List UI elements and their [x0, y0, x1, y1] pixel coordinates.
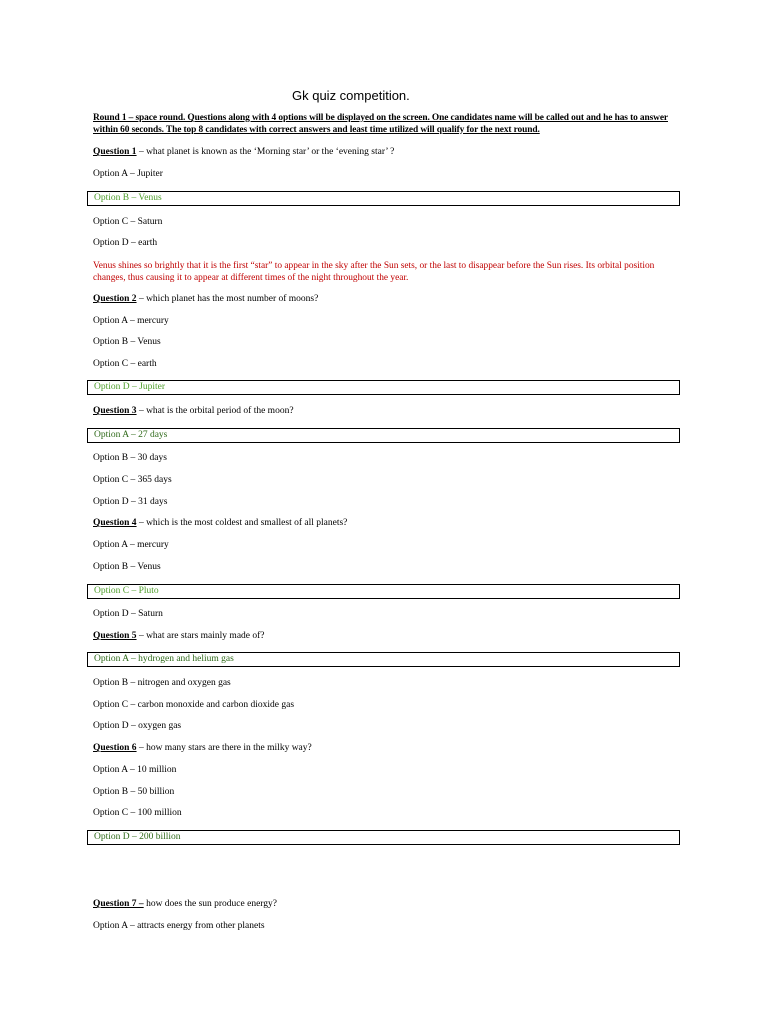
q4-option-d: Option D – Saturn [93, 609, 163, 619]
q4-option-c: Option C – Pluto [94, 586, 159, 596]
q5-option-b: Option B – nitrogen and oxygen gas [93, 678, 231, 688]
q5-option-c: Option C – carbon monoxide and carbon dioxide gas [93, 700, 295, 710]
question-text: – what are stars mainly made of? [136, 631, 265, 641]
q3-option-c: Option C – 365 days [93, 475, 172, 485]
q3-option-b: Option B – 30 days [93, 453, 167, 463]
question-text: – what is the orbital period of the moon? [136, 406, 294, 416]
q2-option-b: Option B – Venus [93, 337, 161, 347]
question-4 [93, 518, 347, 528]
q1-option-d: Option D – earth [93, 238, 158, 248]
question-label: Question 7 – [93, 899, 144, 909]
question-label: Question 3 [93, 406, 137, 416]
q2-option-c: Option C – earth [93, 359, 157, 369]
question-label: Question 1 [93, 147, 137, 157]
q1-option-b: Option B – Venus [94, 193, 162, 203]
question-label: Question 5 [93, 631, 137, 641]
q2-answer-box [87, 380, 680, 395]
q1-answer-box [87, 191, 680, 206]
q5-answer-box [87, 652, 680, 667]
q2-option-d: Option D – Jupiter [94, 382, 165, 392]
q7-option-a: Option A – attracts energy from other planets [93, 921, 265, 931]
question-text: – which is the most coldest and smallest of all planets? [136, 518, 348, 528]
q6-option-b: Option B – 50 billion [93, 787, 175, 797]
q6-answer-box [87, 830, 680, 845]
q4-option-b: Option B – Venus [93, 562, 161, 572]
question-2 [93, 294, 318, 304]
question-5 [93, 631, 265, 641]
q1-option-a: Option A – Jupiter [93, 169, 163, 179]
q1-explanation: Venus shines so brightly that it is the first “star” to appear in the sky after the Sun sets, or the last to disappear before the Sun rises. Its orbital position changes, thus causing it to appear at different times of the night throughout the year. [93, 261, 655, 283]
q6-option-a: Option A – 10 million [93, 765, 177, 775]
q3-answer-box [87, 428, 680, 443]
q3-option-a: Option A – 27 days [94, 430, 168, 440]
q5-option-a: Option A – hydrogen and helium gas [94, 654, 234, 664]
question-1 [93, 147, 394, 157]
q3-option-d: Option D – 31 days [93, 497, 168, 507]
q6-option-d: Option D – 200 billion [94, 832, 181, 842]
question-text: – how many stars are there in the milky way? [136, 743, 312, 753]
question-7 [93, 899, 277, 909]
page-title: Gk quiz competition. [292, 88, 410, 103]
q5-option-d: Option D – oxygen gas [93, 721, 182, 731]
q2-option-a: Option A – mercury [93, 316, 169, 326]
round-intro: Round 1 – space round. Questions along with 4 options will be displayed on the screen. One candidates name will be called out and he has to answer within 60 seconds. The top 8 candidates with correct answers and least time utilized will qualify for the next round. [93, 113, 668, 135]
question-3 [93, 406, 294, 416]
q4-answer-box [87, 584, 680, 599]
q4-option-a: Option A – mercury [93, 540, 169, 550]
question-text: – what planet is known as the ‘Morning star’ or the ‘evening star’ ? [136, 147, 395, 157]
question-label: Question 4 [93, 518, 137, 528]
question-6 [93, 743, 312, 753]
question-text: how does the sun produce energy? [143, 899, 278, 909]
question-text: – which planet has the most number of moons? [136, 294, 319, 304]
question-label: Question 6 [93, 743, 137, 753]
q6-option-c: Option C – 100 million [93, 808, 182, 818]
question-label: Question 2 [93, 294, 137, 304]
q1-option-c: Option C – Saturn [93, 217, 163, 227]
